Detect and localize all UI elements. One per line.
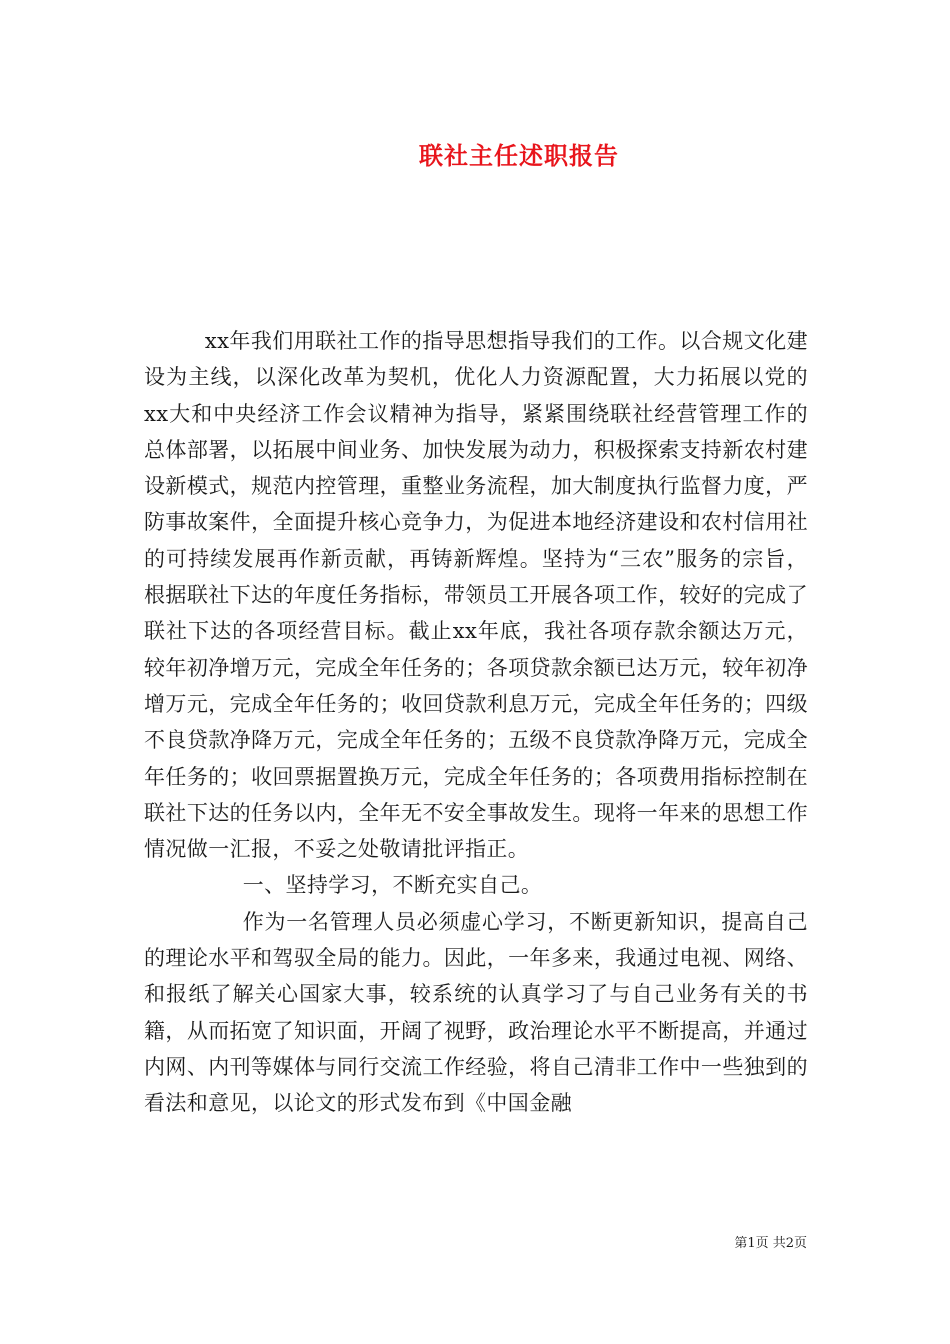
section-heading-1: 一、坚持学习，不断充实自己。 — [242, 873, 543, 898]
paragraph-study: 作为一名管理人员必须虚心学习，不断更新知识，提高自己的理论水平和驾驭全局的能力。因此，一年多来，我通过电视、网络、和报纸了解关心国家大事，较系统的认真学习了与自己业务有关的书籍，从而拓宽了知识面，开阔了视野，政治理论水平不断提高，并通过内网、内刊等媒体与同行交流工作经验，将自己清非工作中一些独到的看法和意见，以论文的形式发布到《中国金融 — [144, 909, 808, 1116]
document-body — [144, 323, 808, 1122]
page-number: 第1页 共2页 — [734, 1236, 807, 1251]
document-title: 联社主任述职报告 — [419, 141, 619, 170]
paragraph-intro: xx年我们用联社工作的指导思想指导我们的工作。以合规文化建设为主线，以深化改革为契机，优化人力资源配置，大力拓展以党的xx大和中央经济工作会议精神为指导，紧紧围绕联社经营管理工作的总体部署，以拓展中间业务、加快发展为动力，积极探索支持新农村建设新模式，规范内控管理，重整业务流程，加大制度执行监督力度，严防事故案件，全面提升核心竞争力，为促进本地经济建设和农村信用社的可持续发展再作新贡献，再铸新辉煌。坚持为“三农”服务的宗旨，根据联社下达的年度任务指标，带领员工开展各项工作，较好的完成了联社下达的各项经营目标。截止xx年底，我社各项存款余额达万元，较年初净增万元，完成全年任务的；各项贷款余额已达万元，较年初净增万元，完成全年任务的；收回贷款利息万元，完成全年任务的；四级不良贷款净降万元，完成全年任务的；五级不良贷款净降万元，完成全年任务的；收回票据置换万元，完成全年任务的；各项费用指标控制在联社下达的任务以内，全年无不安全事故发生。现将一年来的思想工作情况做一汇报，不妥之处敬请批评指正。 — [144, 329, 808, 862]
